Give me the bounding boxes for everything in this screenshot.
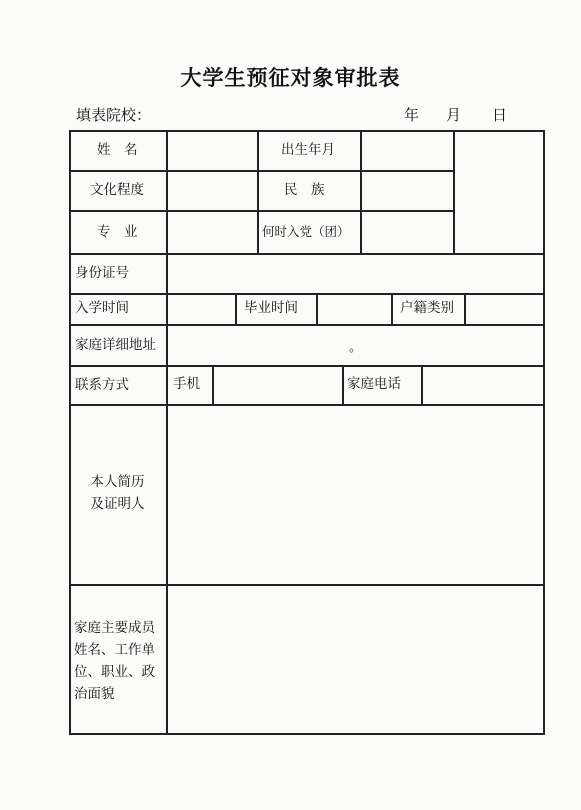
approval-form-table bbox=[69, 130, 545, 735]
birth-date-field[interactable] bbox=[362, 132, 452, 169]
school-label: 填表院校： bbox=[76, 106, 152, 124]
date-year-label: 年 bbox=[404, 106, 420, 124]
mobile-label: 手机 bbox=[173, 376, 200, 392]
family-label-line-1: 家庭主要成员 bbox=[74, 620, 155, 636]
date-day-label: 日 bbox=[492, 106, 508, 124]
graduation-time-field[interactable] bbox=[318, 295, 390, 323]
resume-label-line-1: 本人简历 bbox=[90, 474, 145, 490]
table-border-bottom bbox=[69, 733, 545, 735]
major-field[interactable] bbox=[168, 212, 256, 252]
contact-label: 联系方式 bbox=[75, 377, 129, 393]
household-type-label: 户籍类别 bbox=[400, 300, 454, 316]
ethnicity-label: 民 族 bbox=[284, 182, 325, 198]
family-label-line-3: 位、职业、政 bbox=[74, 664, 155, 680]
column-divider bbox=[342, 365, 344, 404]
home-phone-field[interactable] bbox=[423, 367, 542, 403]
ethnicity-field[interactable] bbox=[362, 172, 452, 209]
graduation-time-label: 毕业时间 bbox=[244, 300, 298, 316]
birth-date-label: 出生年月 bbox=[281, 142, 335, 158]
id-number-label: 身份证号 bbox=[75, 265, 129, 281]
party-join-date-label: 何时入党（团） bbox=[262, 224, 350, 239]
column-divider bbox=[257, 130, 259, 253]
date-month-label: 月 bbox=[446, 106, 462, 124]
name-field[interactable] bbox=[168, 132, 256, 169]
name-label: 姓 名 bbox=[97, 142, 138, 158]
major-label: 专 业 bbox=[97, 224, 138, 240]
column-divider bbox=[391, 293, 393, 324]
education-field[interactable] bbox=[168, 172, 256, 209]
column-divider bbox=[235, 293, 237, 324]
enrollment-time-label: 入学时间 bbox=[75, 300, 129, 316]
mobile-field[interactable] bbox=[214, 367, 341, 403]
party-join-date-field[interactable] bbox=[362, 212, 452, 252]
family-label-line-4: 治面貌 bbox=[74, 686, 115, 702]
photo-box[interactable] bbox=[455, 132, 542, 252]
family-members-label bbox=[74, 617, 155, 705]
household-type-field[interactable] bbox=[466, 295, 542, 323]
home-address-label: 家庭详细地址 bbox=[75, 337, 156, 353]
column-divider bbox=[166, 365, 168, 404]
home-phone-label: 家庭电话 bbox=[347, 376, 401, 392]
resume-label bbox=[69, 471, 166, 515]
family-members-field[interactable] bbox=[168, 586, 542, 732]
id-number-field[interactable] bbox=[168, 255, 542, 292]
enrollment-time-field[interactable] bbox=[168, 295, 234, 323]
resume-field[interactable] bbox=[168, 406, 542, 583]
family-label-line-2: 姓名、工作单 bbox=[74, 642, 155, 658]
table-border-right bbox=[543, 130, 545, 735]
address-mark: 。 bbox=[349, 340, 363, 355]
resume-label-line-2: 及证明人 bbox=[90, 496, 145, 512]
table-border-left bbox=[69, 130, 71, 735]
education-label: 文化程度 bbox=[90, 182, 144, 198]
form-title: 大学生预征对象审批表 bbox=[180, 66, 401, 90]
